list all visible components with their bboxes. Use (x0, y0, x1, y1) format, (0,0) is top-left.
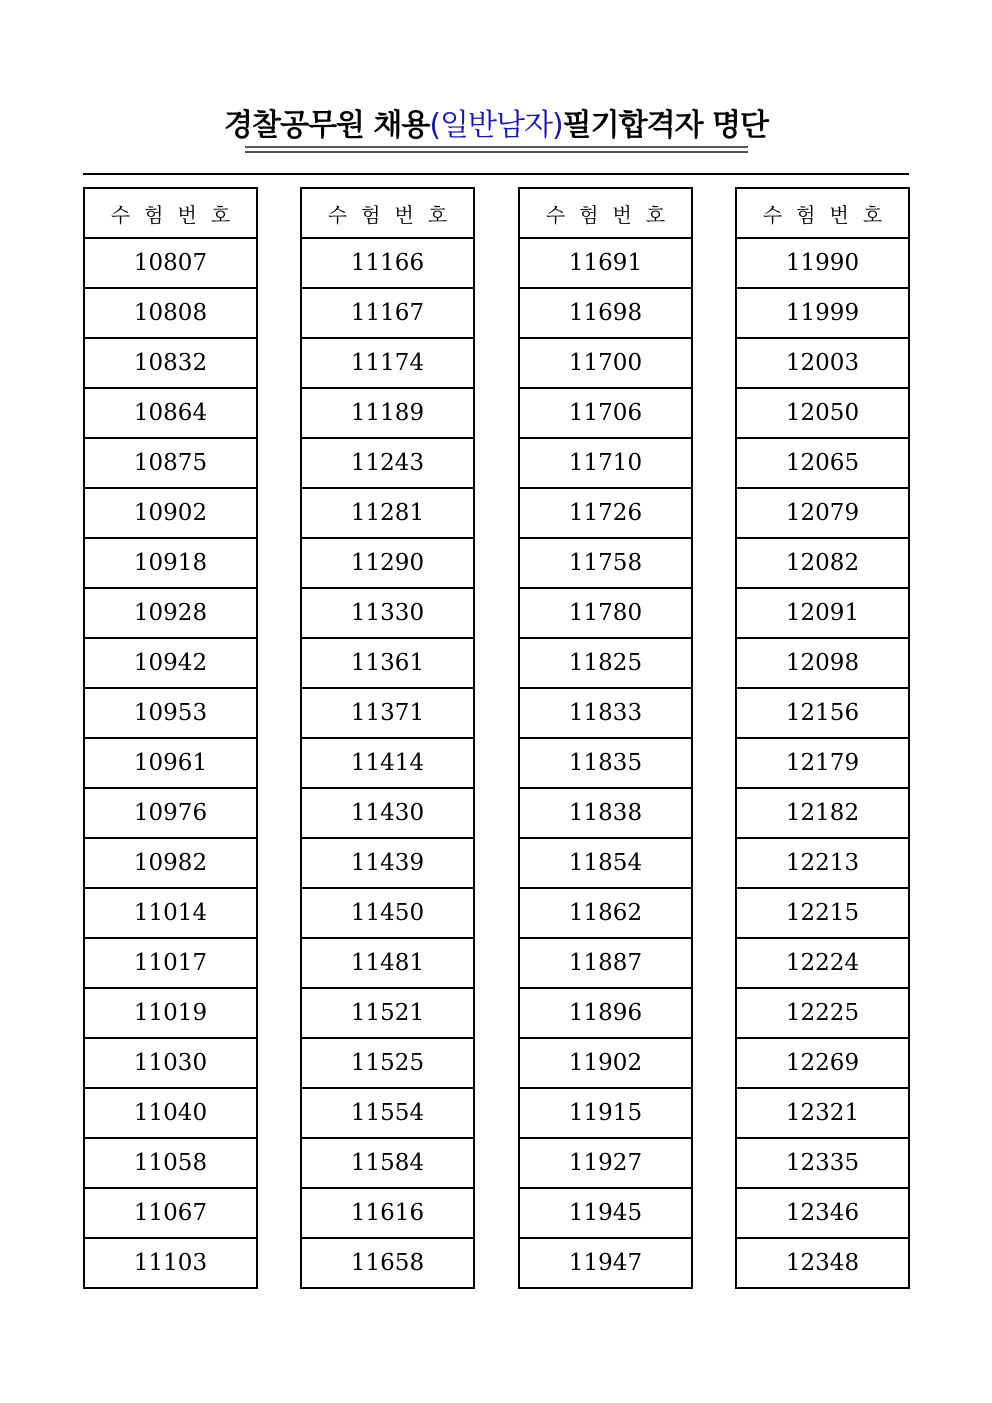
table-row (519, 338, 692, 388)
table-row (519, 438, 692, 488)
exam-number: 11030 (84, 1038, 257, 1088)
table-row (84, 788, 257, 838)
table-row (519, 638, 692, 688)
table-row (519, 288, 692, 338)
table-row (736, 838, 909, 888)
column-header: 수험번호 (519, 188, 692, 238)
table-row (519, 588, 692, 638)
table-row (84, 1138, 257, 1188)
exam-number: 10961 (84, 738, 257, 788)
table-row (84, 1038, 257, 1088)
table-row (519, 538, 692, 588)
table-row (519, 988, 692, 1038)
exam-number: 10808 (84, 288, 257, 338)
table-row (301, 1238, 474, 1288)
exam-number: 11999 (736, 288, 909, 338)
table-row (519, 1038, 692, 1088)
table-row (301, 1138, 474, 1188)
exam-number: 11700 (519, 338, 692, 388)
exam-number: 12225 (736, 988, 909, 1038)
exam-number: 11521 (301, 988, 474, 1038)
exam-number: 11450 (301, 888, 474, 938)
exam-number: 12091 (736, 588, 909, 638)
table-row (519, 488, 692, 538)
table-row (736, 338, 909, 388)
exam-number: 12179 (736, 738, 909, 788)
table-row (84, 688, 257, 738)
number-table-1 (83, 187, 258, 1289)
table-row (736, 1188, 909, 1238)
table-row (736, 738, 909, 788)
table-row (84, 988, 257, 1038)
table-row (736, 388, 909, 438)
number-table-4 (735, 187, 910, 1289)
table-row (84, 1088, 257, 1138)
table-row (301, 738, 474, 788)
exam-number: 11017 (84, 938, 257, 988)
page-title (0, 100, 992, 144)
table-row (736, 488, 909, 538)
table-row (736, 238, 909, 288)
table-row (301, 888, 474, 938)
exam-number: 11067 (84, 1188, 257, 1238)
exam-number: 10902 (84, 488, 257, 538)
exam-number: 11189 (301, 388, 474, 438)
exam-number: 11780 (519, 588, 692, 638)
table-row (519, 1138, 692, 1188)
table-row (301, 338, 474, 388)
exam-number: 11887 (519, 938, 692, 988)
exam-number: 12098 (736, 638, 909, 688)
exam-number: 11166 (301, 238, 474, 288)
exam-number: 10807 (84, 238, 257, 288)
table-row (736, 638, 909, 688)
table-row (301, 488, 474, 538)
exam-number: 11361 (301, 638, 474, 688)
exam-number: 11990 (736, 238, 909, 288)
column-header: 수험번호 (84, 188, 257, 238)
exam-number: 11947 (519, 1238, 692, 1288)
exam-number: 10864 (84, 388, 257, 438)
table-row (736, 688, 909, 738)
exam-number: 12182 (736, 788, 909, 838)
table-row (301, 538, 474, 588)
number-table-2 (300, 187, 475, 1289)
exam-number: 12346 (736, 1188, 909, 1238)
exam-number: 12269 (736, 1038, 909, 1088)
title-double-underline (245, 146, 748, 153)
number-table-3 (518, 187, 693, 1289)
table-row (301, 938, 474, 988)
column-header: 수험번호 (301, 188, 474, 238)
table-row (519, 238, 692, 288)
exam-number: 11896 (519, 988, 692, 1038)
table-row (301, 288, 474, 338)
exam-number: 11927 (519, 1138, 692, 1188)
exam-number: 12156 (736, 688, 909, 738)
exam-number: 11915 (519, 1088, 692, 1138)
table-row (519, 1088, 692, 1138)
table-row (519, 1188, 692, 1238)
exam-number: 11825 (519, 638, 692, 688)
table-row (736, 588, 909, 638)
table-row (736, 288, 909, 338)
table-row (519, 1238, 692, 1288)
table-row (84, 338, 257, 388)
exam-number: 12321 (736, 1088, 909, 1138)
table-row (519, 738, 692, 788)
exam-number: 11710 (519, 438, 692, 488)
exam-number: 11439 (301, 838, 474, 888)
exam-number: 11691 (519, 238, 692, 288)
table-row (736, 1238, 909, 1288)
table-row (736, 938, 909, 988)
table-row (84, 538, 257, 588)
table-row (519, 938, 692, 988)
exam-number: 10875 (84, 438, 257, 488)
column-header: 수험번호 (736, 188, 909, 238)
table-row (301, 1188, 474, 1238)
exam-number: 11103 (84, 1238, 257, 1288)
exam-number: 12082 (736, 538, 909, 588)
table-row (736, 988, 909, 1038)
table-row (84, 288, 257, 338)
exam-number: 11584 (301, 1138, 474, 1188)
exam-number: 11243 (301, 438, 474, 488)
exam-number: 11945 (519, 1188, 692, 1238)
exam-number: 11290 (301, 538, 474, 588)
exam-number: 12079 (736, 488, 909, 538)
table-row (301, 1038, 474, 1088)
exam-number: 12065 (736, 438, 909, 488)
exam-number: 11430 (301, 788, 474, 838)
exam-number: 11726 (519, 488, 692, 538)
exam-number: 10942 (84, 638, 257, 688)
table-row (84, 738, 257, 788)
exam-number: 12003 (736, 338, 909, 388)
table-row (301, 988, 474, 1038)
exam-number: 11854 (519, 838, 692, 888)
table-row (736, 538, 909, 588)
table-row (301, 788, 474, 838)
table-row (84, 888, 257, 938)
exam-number: 11174 (301, 338, 474, 388)
table-row (84, 638, 257, 688)
table-row (301, 588, 474, 638)
exam-number: 11525 (301, 1038, 474, 1088)
exam-number: 11698 (519, 288, 692, 338)
table-row (84, 1238, 257, 1288)
exam-number: 10982 (84, 838, 257, 888)
table-row (736, 438, 909, 488)
table-row (736, 788, 909, 838)
exam-number: 10918 (84, 538, 257, 588)
table-row (301, 838, 474, 888)
title-suffix: 필기합격자 명단 (562, 108, 768, 143)
table-row (736, 1038, 909, 1088)
exam-number: 11835 (519, 738, 692, 788)
exam-number: 10928 (84, 588, 257, 638)
table-row (84, 838, 257, 888)
exam-number: 12215 (736, 888, 909, 938)
table-row (301, 438, 474, 488)
exam-number: 12213 (736, 838, 909, 888)
header-rule (83, 173, 909, 175)
title-highlight: (일반남자) (429, 108, 563, 143)
table-row (736, 1138, 909, 1188)
table-row (519, 788, 692, 838)
table-row (736, 1088, 909, 1138)
exam-number: 11330 (301, 588, 474, 638)
table-row (301, 688, 474, 738)
exam-number: 11554 (301, 1088, 474, 1138)
table-row (736, 888, 909, 938)
table-row (301, 238, 474, 288)
table-row (84, 488, 257, 538)
table-row (301, 638, 474, 688)
table-row (519, 888, 692, 938)
exam-number: 10953 (84, 688, 257, 738)
exam-number: 11040 (84, 1088, 257, 1138)
exam-number: 11862 (519, 888, 692, 938)
exam-number: 11167 (301, 288, 474, 338)
table-row (519, 838, 692, 888)
exam-number: 11281 (301, 488, 474, 538)
table-row (84, 388, 257, 438)
table-row (84, 1188, 257, 1238)
exam-number: 11014 (84, 888, 257, 938)
exam-number: 11616 (301, 1188, 474, 1238)
exam-number: 10832 (84, 338, 257, 388)
exam-number: 11371 (301, 688, 474, 738)
table-row (84, 438, 257, 488)
table-row (84, 938, 257, 988)
table-row (84, 588, 257, 638)
exam-number: 11758 (519, 538, 692, 588)
table-row (519, 388, 692, 438)
exam-number: 10976 (84, 788, 257, 838)
exam-number: 12335 (736, 1138, 909, 1188)
exam-number: 11481 (301, 938, 474, 988)
exam-number: 11706 (519, 388, 692, 438)
exam-number: 12050 (736, 388, 909, 438)
exam-number: 12348 (736, 1238, 909, 1288)
table-row (519, 688, 692, 738)
exam-number: 11658 (301, 1238, 474, 1288)
exam-number: 11019 (84, 988, 257, 1038)
exam-number: 11902 (519, 1038, 692, 1088)
exam-number: 12224 (736, 938, 909, 988)
title-prefix: 경찰공무원 채용 (224, 108, 430, 143)
table-row (301, 1088, 474, 1138)
table-row (84, 238, 257, 288)
exam-number: 11833 (519, 688, 692, 738)
exam-number: 11838 (519, 788, 692, 838)
table-row (301, 388, 474, 438)
exam-number: 11414 (301, 738, 474, 788)
exam-number: 11058 (84, 1138, 257, 1188)
